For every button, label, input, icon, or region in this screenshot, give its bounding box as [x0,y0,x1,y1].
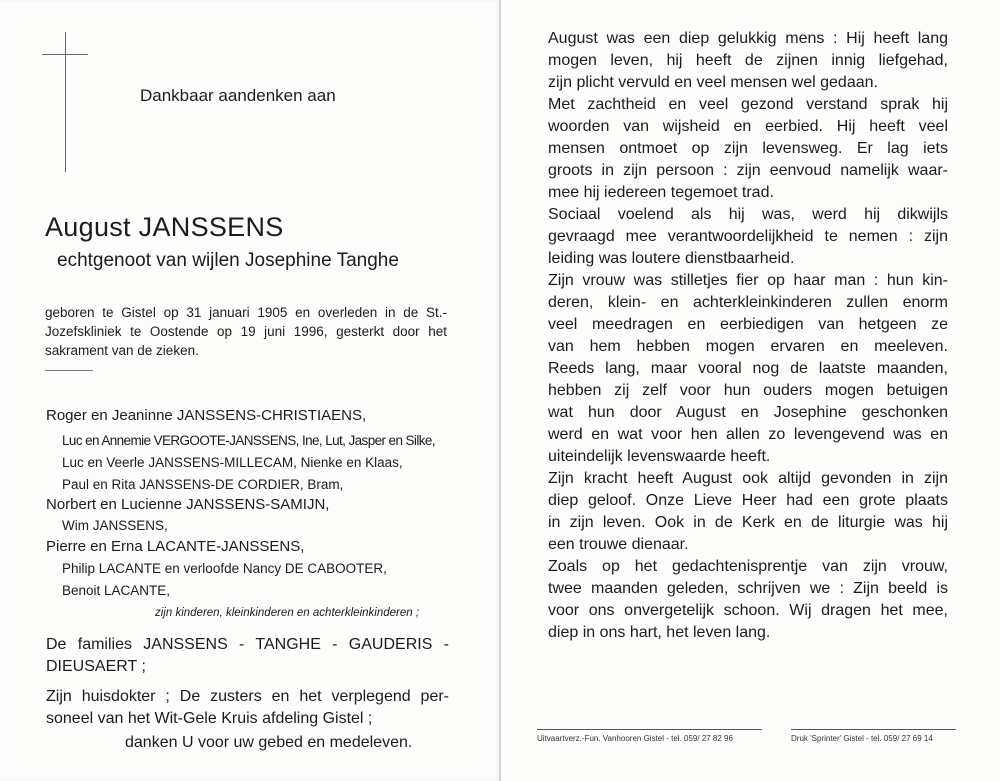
footer-rule-left [537,729,762,730]
tribute-line: wat hun door August en Josephine geschonken [548,404,948,421]
tribute-line: van hem hebben mogen ervaren en meeleven. [548,338,948,355]
footer-rule-right [791,729,956,730]
family-line: Wim JANSSENS, [62,518,168,533]
tribute-line: Zijn vrouw was stilletjes fier op haar man : hun kin- [548,272,948,289]
tribute-line: voor ons onvergetelijk schoon. Wij dragen het mee, [548,602,948,619]
doctor-block [46,686,449,730]
doctor-line: soneel van het Wit-Gele Kruis afdeling Gistel ; [46,710,373,727]
cross-icon-bar [42,54,88,55]
thanks-line: danken U voor uw gebed en medeleven. [125,734,413,751]
family-line: Luc en Veerle JANSSENS-MILLECAM, Nienke en Klaas, [62,455,403,470]
tribute-text [548,28,948,644]
tribute-line: deren, klein- en achterkleinkinderen zullen enorm [548,294,948,311]
tribute-line: August was een diep gelukkig mens : Hij heeft lang [548,30,948,47]
family-line: Norbert en Lucienne JANSSENS-SAMIJN, [46,496,330,513]
tribute-line: diep geloof. Onze Lieve Heer had een grote plaats [548,492,948,509]
tribute-line: groots in zijn persoon : zijn eenvoud namelijk waar- [548,162,948,179]
tribute-line: in zijn leven. Ook in de Kerk en de liturgie was hij [548,514,948,531]
tribute-line: werd en wat voor hen allen zo levengevend was en [548,426,948,443]
tribute-line: mee hij iedereen tegemoet trad. [548,184,774,201]
tribute-line: leiding was loutere dienstbaarheid. [548,250,795,267]
family-line: Paul en Rita JANSSENS-DE CORDIER, Bram, [62,477,344,492]
tribute-line: een trouwe dienaar. [548,536,689,553]
family-line: Benoit LACANTE, [62,583,171,598]
cross-icon [65,32,66,172]
tribute-line: twee maanden geleden, schrijven we : Zijn beeld is [548,580,948,597]
family-line: Luc en Annemie VERGOOTE-JANSSENS, Ine, Lut, Jasper en Silke, [62,433,435,448]
tribute-line: Reeds lang, maar vooral nog de laatste maanden, [548,360,948,377]
families-block [46,634,449,678]
tribute-line: Zijn kracht heeft August ook altijd gevonden in zijn [548,470,948,487]
birth-death-text: geboren te Gistel op 31 januari 1905 en overleden in de St.-Jozefskliniek te Oostende op 19 juni 1996, gesterkt door het sakrament van de zieken. [45,305,447,358]
tribute-line: woorden van wijsheid en eerbied. Hij heeft veel [548,118,948,135]
families-line: De families JANSSENS - TANGHE - GAUDERIS - [46,636,449,653]
family-line: Philip LACANTE en verloofde Nancy DE CABOOTER, [62,561,387,576]
tribute-line: hebben zij zelf voor hun ouders mogen betuigen [548,382,948,399]
tribute-line: Zoals op het gedachtenisprentje van zijn vrouw, [548,558,948,575]
footer-printer: Druk 'Sprinter' Gistel - tel. 059/ 27 69 14 [791,734,933,743]
footer-undertaker: Uitvaartverz.-Fun. Vanhooren Gistel - tel. 059/ 27 82 96 [537,734,733,743]
tribute-line: mensen ontmoet op zijn levensweg. Er lag iets [548,140,948,157]
family-closing: zijn kinderen, kleinkinderen en achterkleinkinderen ; [155,607,420,619]
family-line: Roger en Jeaninne JANSSENS-CHRISTIAENS, [46,407,367,424]
tribute-line: veel meedragen en eerbiedigen van hetgeen ze [548,316,948,333]
tribute-line: Met zachtheid en veel gezond verstand sprak hij [548,96,948,113]
tribute-line: zijn plicht vervuld en veel mensen wel gedaan. [548,74,878,91]
tribute-line: mogen leven, hij heeft de zijnen innig liefgehad, [548,52,948,69]
divider [45,370,93,371]
tribute-line: uiteindelijk levenswaarde heeft. [548,448,771,465]
tribute-line: Sociaal voelend als hij was, werd hij dikwijls [548,206,948,223]
families-line: DIEUSAERT ; [46,658,146,675]
tribute-line: diep in ons hart, het leven lang. [548,624,771,641]
memorial-heading: Dankbaar aandenken aan [140,86,336,105]
deceased-name: August JANSSENS [45,212,284,242]
tribute-line: gevraagd mee verantwoordelijkheid te nemen : zijn [548,228,948,245]
spouse-line: echtgenoot van wijlen Josephine Tanghe [57,250,399,271]
family-line: Pierre en Erna LACANTE-JANSSENS, [46,538,305,555]
doctor-line: Zijn huisdokter ; De zusters en het verplegend per- [46,688,449,705]
